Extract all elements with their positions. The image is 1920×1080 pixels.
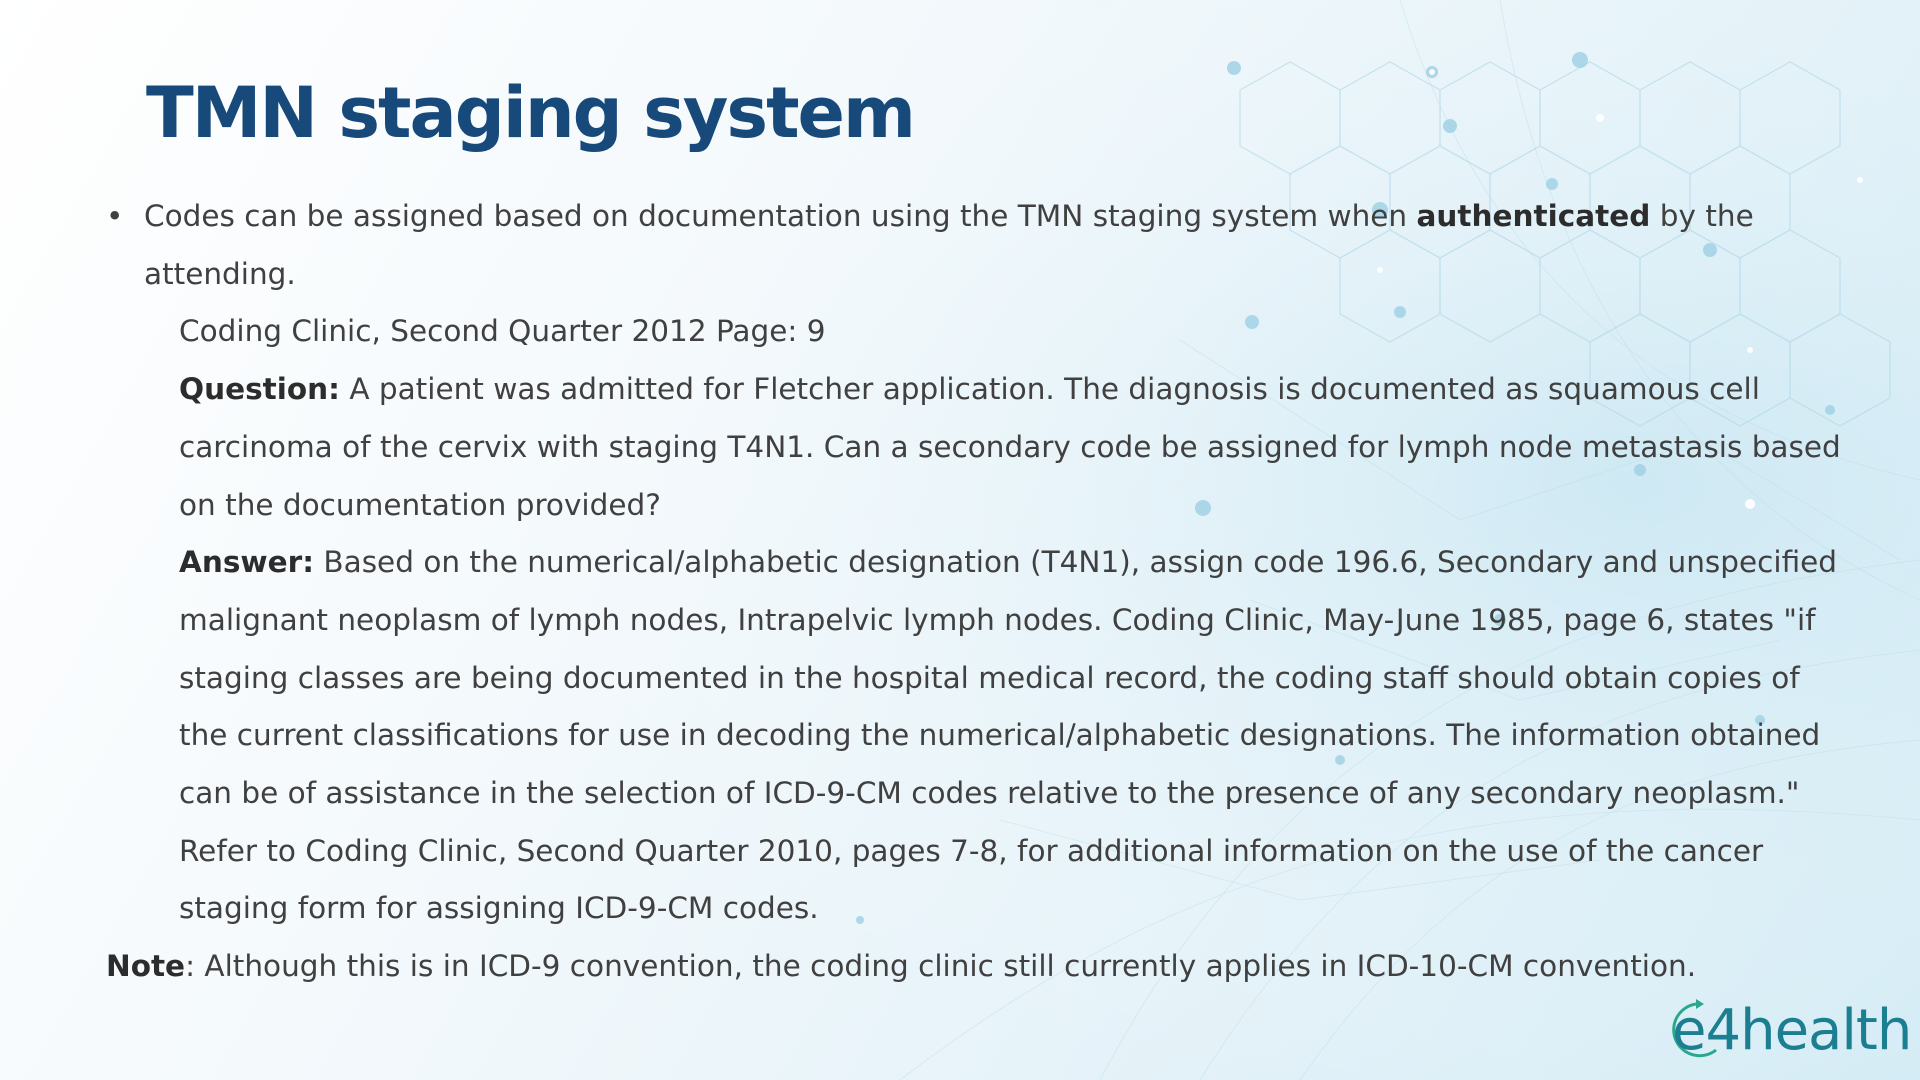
logo-text: e4health: [1672, 998, 1912, 1063]
note-text: : Although this is in ICD-9 convention, the coding clinic still currently applies in ICD-10-CM convention.: [185, 949, 1697, 984]
bullet-text-post: by the attending.: [144, 199, 1754, 291]
note-label: Note: [106, 949, 186, 984]
e4health-logo: [1666, 994, 1912, 1068]
reference-line: Coding Clinic, Second Quarter 2012 Page: 9: [179, 314, 826, 349]
answer-label: Answer:: [179, 545, 314, 580]
question-label: Question:: [179, 372, 340, 407]
question-text: A patient was admitted for Fletcher application. The diagnosis is documented as squamous cell carcinoma of the cervix with staging T4N1. Can a secondary code be assigned for lymph node metastasis based on the documentation provided?: [179, 372, 1841, 522]
bullet-text-pre: Codes can be assigned based on documentation using the TMN staging system when: [144, 199, 1417, 233]
question-paragraph: [106, 361, 1846, 534]
bullet-marker: •: [106, 199, 124, 233]
bullet-bold: authenticated: [1416, 199, 1651, 233]
answer-text: Based on the numerical/alphabetic designation (T4N1), assign code 196.6, Secondary and unspecified malignant neoplasm of lymph nodes, Intrapelvic lymph nodes. Coding Clinic, May-June 1985, page 6, states "if staging classes are being documented in the hospital medical record, the coding staff should obtain copies of the current classifications for use in decoding the numerical/alphabetic designations. The information obtained can be of assistance in the selection of ICD-9-CM codes relative to the presence of any secondary neoplasm." Refer to Coding Clinic, Second Quarter 2010, pages 7-8, for additional information on the use of the cancer staging form for assigning ICD-9-CM codes.: [179, 545, 1838, 926]
note-paragraph: [106, 938, 1846, 996]
slide-title: TMN staging system: [146, 72, 914, 154]
answer-paragraph: [106, 534, 1846, 938]
slide-body: [106, 188, 1846, 996]
bullet-item: [106, 188, 1846, 303]
